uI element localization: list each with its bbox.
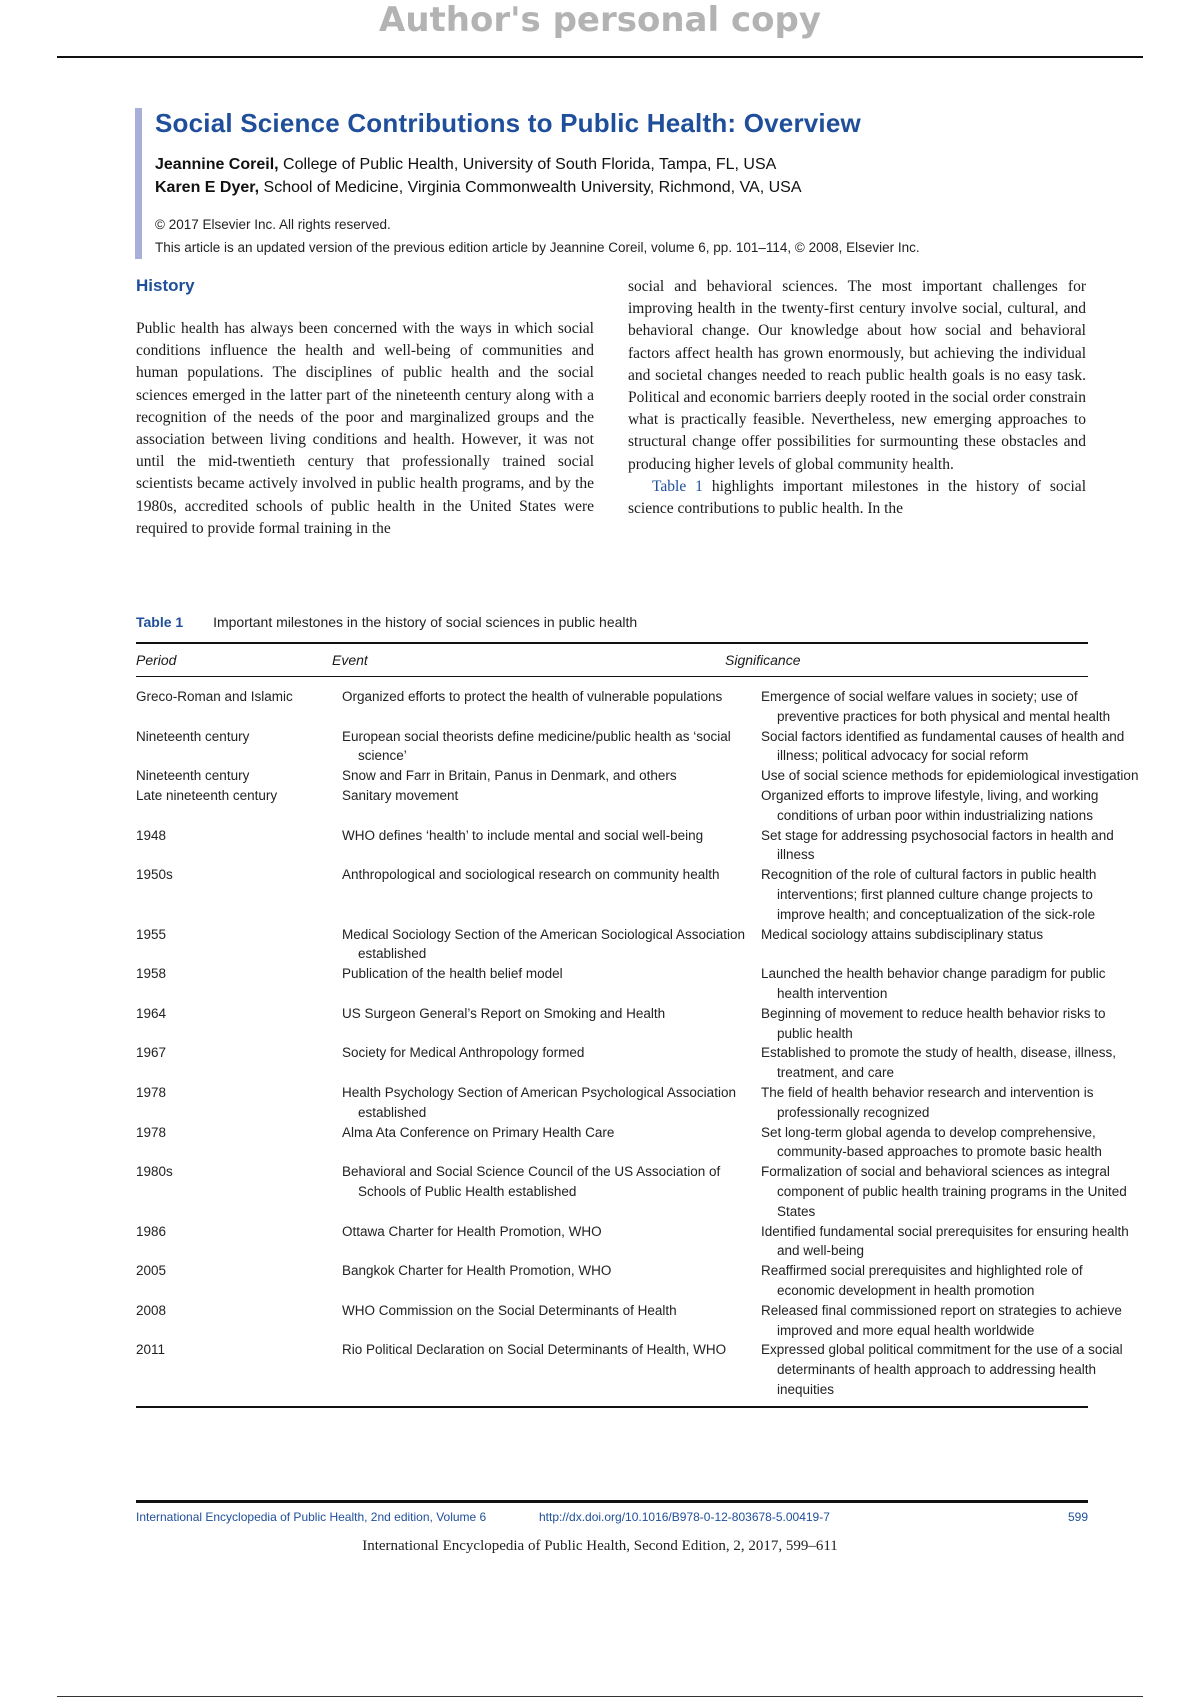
cell-significance: Expressed global political commitment for the use of a social determinants of health approach to addressing health inequities	[761, 1342, 1123, 1397]
cell-period: 2005	[136, 1263, 167, 1279]
table-caption-text: Important milestones in the history of social sciences in public health	[213, 614, 638, 630]
cell-significance: Beginning of movement to reduce health behavior risks to public health	[761, 1005, 1106, 1041]
cell-period: Late nineteenth century	[136, 787, 278, 803]
header-event: Event	[332, 652, 368, 668]
footer-doi-link[interactable]: http://dx.doi.org/10.1016/B978-0-12-803678-5.00419-7	[539, 1510, 830, 1524]
body-paragraph: Public health has always been concerned with the ways in which social conditions influence the health and well-being of communities and human populations. The disciplines of public health and the social sciences emerged in the latter part of the nineteenth century along with a recognition of the needs of the poor and marginalized groups and the association between living conditions and health. However, it was not until the mid-twentieth century that professionally trained social scientists became actively involved in public health programs, and by the 1980s, accredited schools of public health in the United States were required to provide formal training in the	[136, 320, 594, 537]
cell-event: Anthropological and sociological research on community health	[342, 867, 720, 883]
cell-event: Society for Medical Anthropology formed	[342, 1045, 585, 1061]
cell-event: Sanitary movement	[342, 787, 459, 803]
title-block	[135, 108, 1155, 259]
cell-significance: Medical sociology attains subdisciplinary status	[761, 926, 1044, 942]
cell-significance: Use of social science methods for epidemiological investigation	[761, 768, 1139, 784]
cell-significance: Social factors identified as fundamental causes of health and illness; political advocacy for social reform	[761, 728, 1125, 764]
table-row	[136, 925, 1088, 965]
cell-period: 1986	[136, 1223, 167, 1239]
cell-significance: Recognition of the role of cultural factors in public health interventions; first planned culture change projects to improve health; and conceptualization of the sick-role	[761, 867, 1097, 922]
cell-period: 2011	[136, 1342, 166, 1358]
cell-event: Behavioral and Social Science Council of the US Association of Schools of Public Health established	[342, 1164, 721, 1199]
cell-event: US Surgeon General’s Report on Smoking and Health	[342, 1005, 666, 1021]
table-row	[136, 786, 1099, 826]
table-bottom-rule	[136, 1406, 1088, 1408]
header-period: Period	[136, 652, 177, 668]
table-row	[136, 687, 1111, 727]
author-affiliation: College of Public Health, University of South Florida, Tampa, FL, USA	[283, 156, 777, 173]
top-rule	[57, 56, 1143, 58]
table-row	[136, 1123, 1102, 1163]
body-column-right	[628, 276, 1086, 520]
cell-event: European social theorists define medicine/public health as ‘social science’	[342, 728, 731, 764]
cell-period: Nineteenth century	[136, 728, 250, 744]
table-row	[136, 1004, 1106, 1044]
cell-significance: Emergence of social welfare values in society; use of preventive practices for both physical and mental health	[761, 689, 1111, 724]
edition-note: This article is an updated version of the previous edition article by Jeannine Coreil, volume 6, pp. 101–114, © 2008, Elsevier Inc.	[155, 240, 920, 255]
table-row	[136, 964, 1106, 1004]
table-header-row	[136, 644, 1088, 677]
milestones-table	[136, 642, 1139, 1408]
table-row	[136, 1222, 1129, 1262]
header-significance: Significance	[725, 652, 801, 668]
cell-event: Rio Political Declaration on Social Determinants of Health, WHO	[342, 1342, 727, 1358]
cell-period: Greco-Roman and Islamic	[136, 689, 293, 704]
cell-period: 1948	[136, 827, 167, 843]
cell-period: Nineteenth century	[136, 768, 250, 784]
table-row	[136, 1261, 1088, 1301]
cell-significance: Set long-term global agenda to develop comprehensive, community-based approaches to promote basic health	[761, 1124, 1102, 1160]
cell-period: 1967	[136, 1045, 167, 1061]
section-heading: History	[136, 276, 195, 295]
author-affiliation: School of Medicine, Virginia Commonwealth University, Richmond, VA, USA	[263, 179, 802, 196]
article-title: Social Science Contributions to Public Health: Overview	[155, 108, 861, 138]
cell-event: Snow and Farr in Britain, Panus in Denmark, and others	[342, 768, 677, 784]
cell-event: WHO Commission on the Social Determinants of Health	[342, 1302, 677, 1318]
cell-period: 1978	[136, 1124, 167, 1140]
cell-period: 1958	[136, 966, 167, 982]
body-column-left	[136, 318, 594, 540]
cell-period: 2008	[136, 1302, 167, 1318]
cell-significance: Reaffirmed social prerequisites and highlighted role of economic development in health promotion	[761, 1263, 1083, 1298]
table-row	[136, 1162, 1127, 1221]
cell-period: 1980s	[136, 1164, 173, 1180]
copyright-block	[155, 213, 1155, 259]
cell-significance: Released final commissioned report on strategies to achieve improved and more equal health worldwide	[761, 1302, 1122, 1338]
cell-period: 1964	[136, 1005, 167, 1021]
cell-event: Medical Sociology Section of the American Sociological Association established	[342, 926, 745, 962]
cell-event: WHO defines ‘health’ to include mental and social well-being	[342, 827, 704, 843]
table-row	[136, 1083, 1094, 1123]
cell-event: Publication of the health belief model	[342, 966, 563, 982]
table-row	[136, 1340, 1123, 1399]
table-body	[136, 677, 1139, 1400]
body-paragraph: social and behavioral sciences. The most important challenges for improving health in the twenty-first century involve social, cultural, and behavioral change. Our knowledge about how social and behavioral factors affect health has grown enormously, but achieving the individual and societal changes needed to reach public health goals is no easy task. Political and economic barriers deeply rooted in the social order constrain what is practically feasible. Nevertheless, new emerging approaches to structural change offer possibilities for surmounting these obstacles and producing higher levels of global community health.	[628, 278, 1086, 473]
author-name: Jeannine Coreil,	[155, 156, 279, 173]
cell-significance: Identified fundamental social prerequisites for ensuring health and well-being	[761, 1223, 1129, 1259]
footer-journal: International Encyclopedia of Public Health, 2nd edition, Volume 6	[136, 1510, 487, 1524]
citation-line: International Encyclopedia of Public Health, Second Edition, 2, 2017, 599–611	[362, 1538, 838, 1554]
cell-period: 1950s	[136, 867, 173, 883]
bottom-rule	[57, 1696, 1143, 1697]
cell-period: 1955	[136, 926, 167, 942]
watermark: Author's personal copy	[379, 0, 821, 40]
cell-event: Alma Ata Conference on Primary Health Care	[342, 1124, 615, 1140]
table-row	[136, 766, 1139, 786]
cell-significance: Set stage for addressing psychosocial factors in health and illness	[761, 827, 1114, 863]
cell-event: Ottawa Charter for Health Promotion, WHO	[342, 1223, 602, 1239]
table-caption	[136, 614, 637, 630]
table-row	[136, 1301, 1122, 1341]
table-reference-link[interactable]: Table 1	[652, 477, 703, 495]
author-name: Karen E Dyer,	[155, 179, 260, 196]
cell-significance: Organized efforts to improve lifestyle, living, and working conditions of urban poor within industrializing nations	[761, 787, 1099, 823]
cell-event: Health Psychology Section of American Psychological Association established	[342, 1084, 736, 1120]
table-row	[136, 1043, 1116, 1083]
cell-significance: Established to promote the study of health, disease, illness, treatment, and care	[761, 1045, 1116, 1081]
author-line	[155, 176, 1155, 199]
body-text: highlights important milestones in the history of social science contributions to public health. In the	[628, 477, 1086, 518]
footer-rule	[136, 1500, 1088, 1503]
author-line	[155, 153, 1155, 176]
footer-line	[136, 1510, 1088, 1524]
cell-significance: The field of health behavior research and intervention is professionally recognized	[761, 1084, 1094, 1120]
table-row	[136, 865, 1097, 924]
table-row	[136, 826, 1114, 866]
copyright-notice: © 2017 Elsevier Inc. All rights reserved.	[155, 217, 391, 232]
cell-period: 1978	[136, 1084, 167, 1100]
body-paragraph	[628, 476, 1086, 520]
table-row	[136, 727, 1125, 767]
footer-page-number: 599	[1067, 1510, 1088, 1524]
cell-event: Bangkok Charter for Health Promotion, WHO	[342, 1263, 612, 1279]
cell-significance: Launched the health behavior change paradigm for public health intervention	[761, 966, 1106, 1001]
cell-event: Organized efforts to protect the health of vulnerable populations	[342, 689, 723, 704]
table-label: Table 1	[136, 614, 184, 630]
cell-significance: Formalization of social and behavioral sciences as integral component of public health training programs in the United States	[761, 1164, 1127, 1219]
